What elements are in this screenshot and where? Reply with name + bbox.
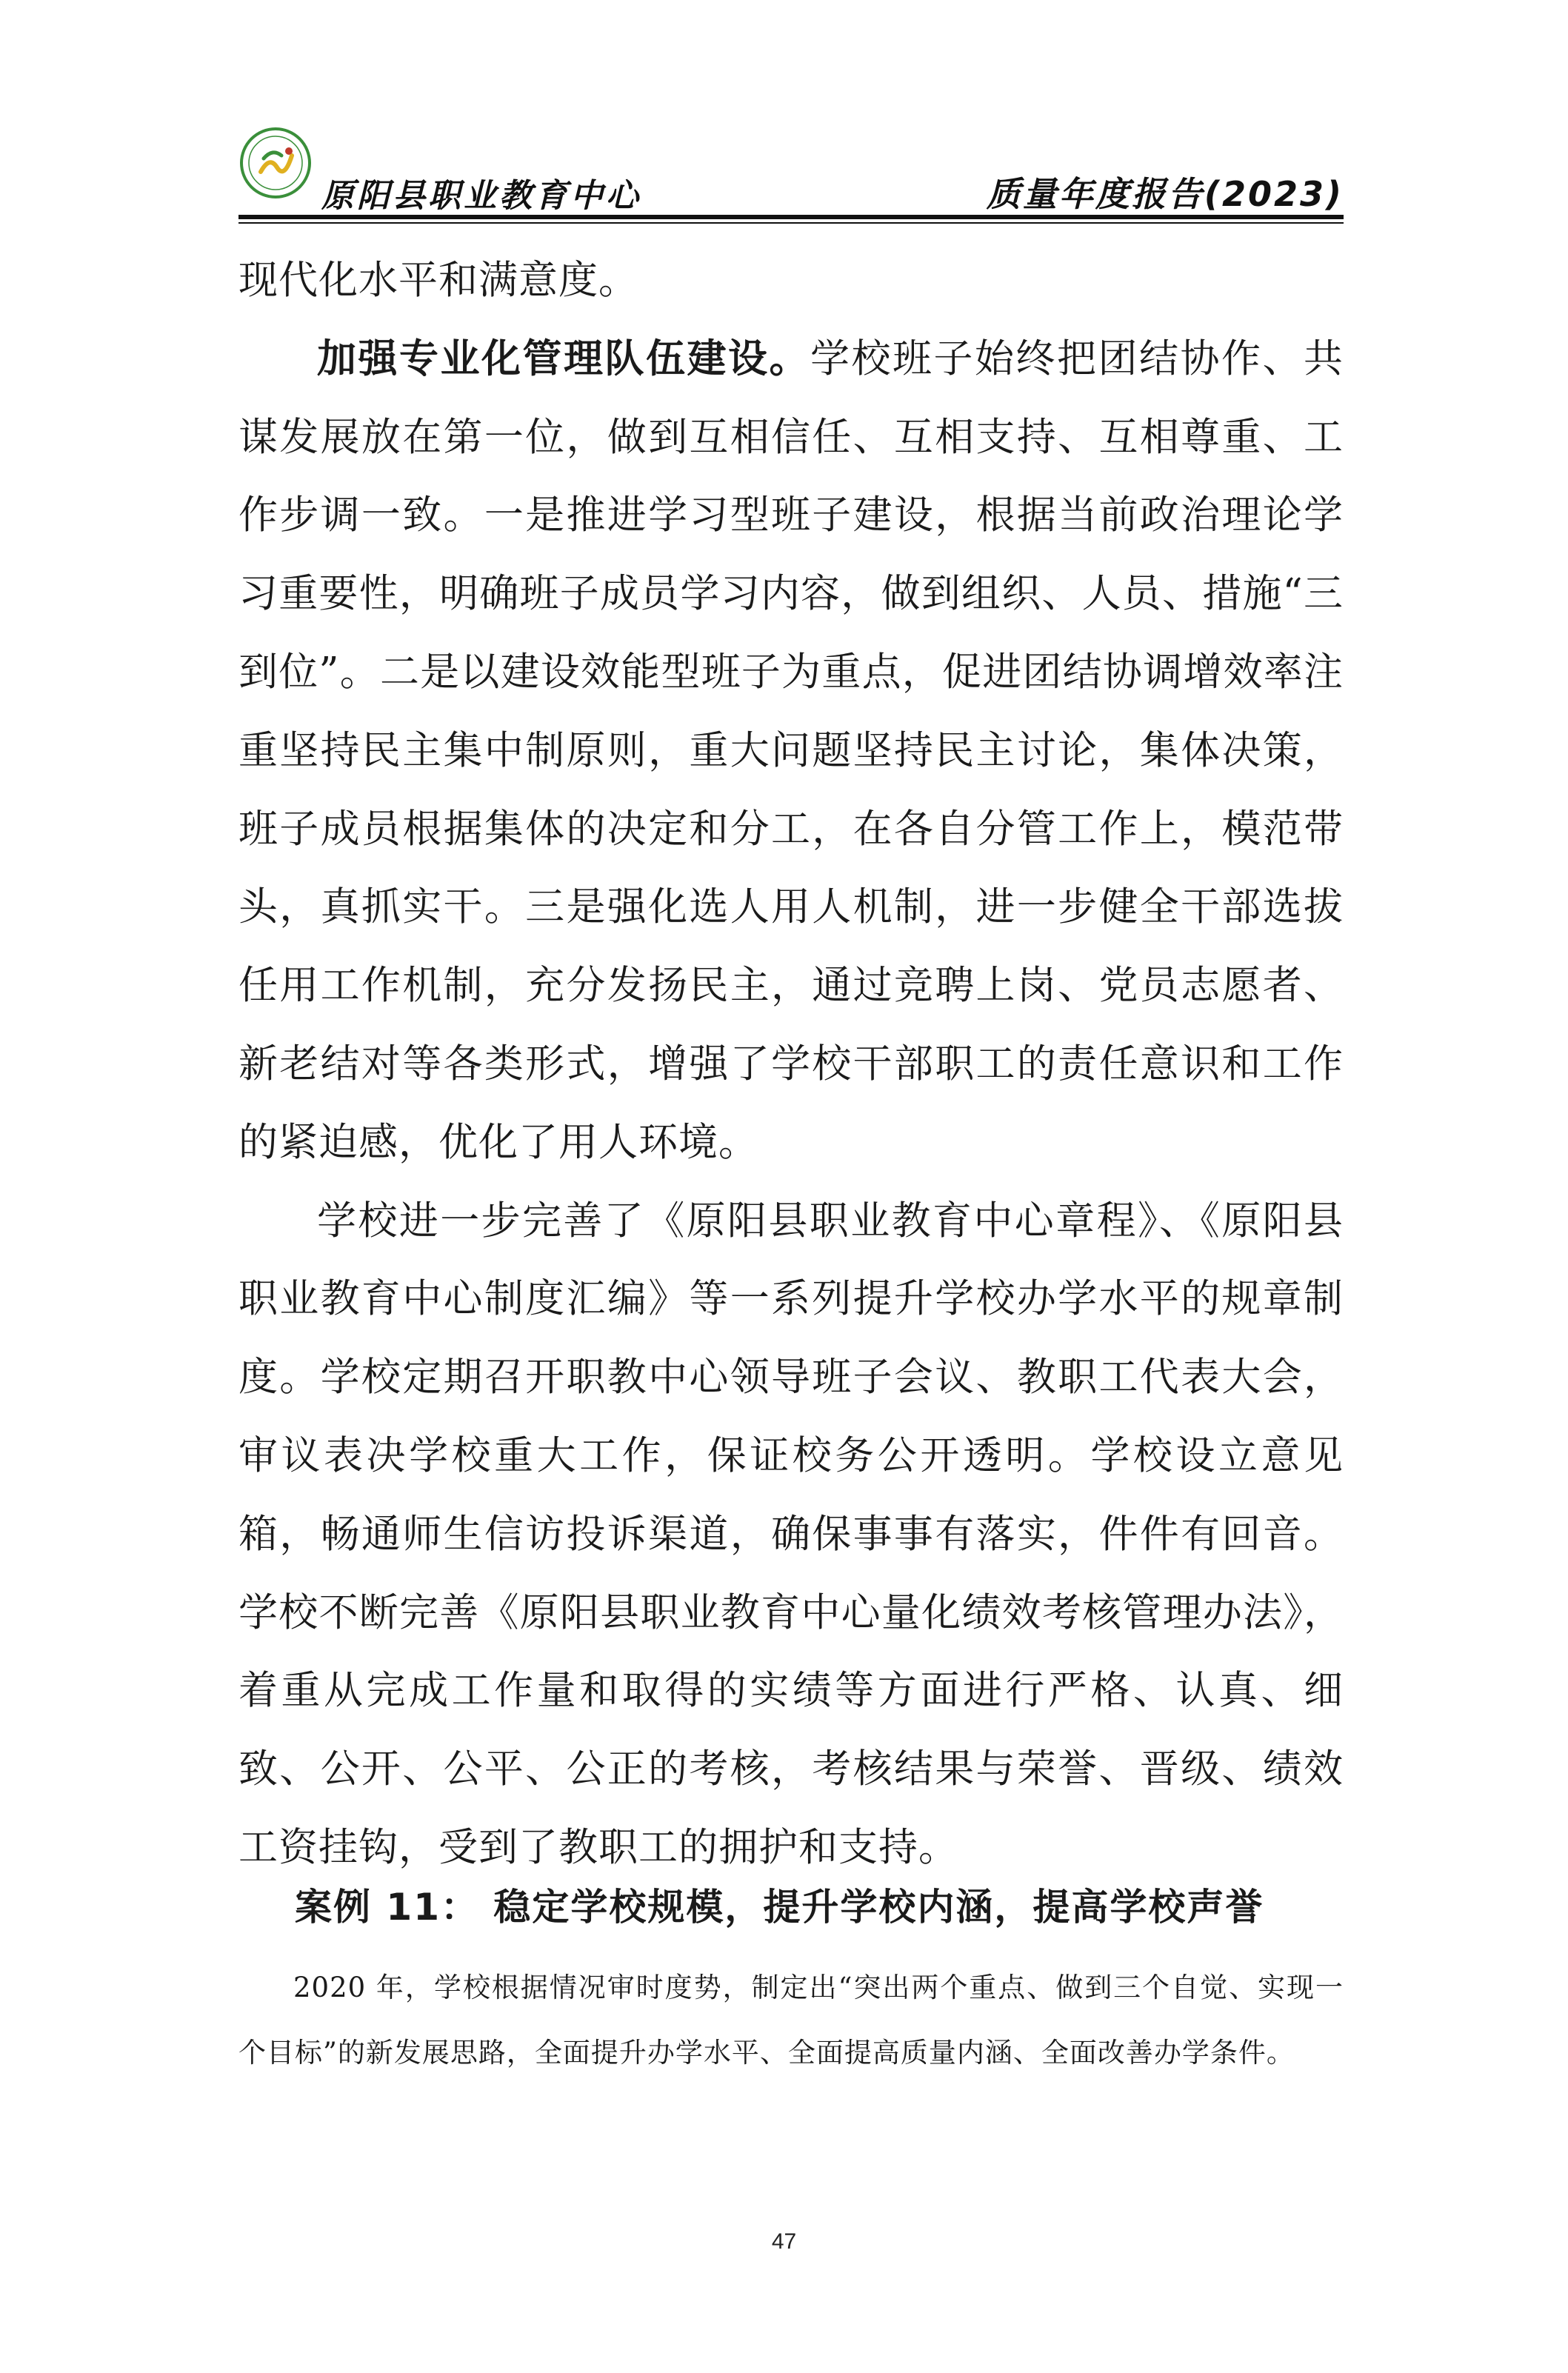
case-paragraph: 2020 年，学校根据情况审时度势，制定出“突出两个重点、做到三个自觉、实现一个目标”的新发展思路，全面提升办学水平、全面提高质量内涵、全面改善办学条件。 xyxy=(238,1972,1344,2069)
page-header xyxy=(238,111,1344,222)
header-divider xyxy=(238,215,1344,219)
main-content xyxy=(238,241,1344,1887)
paragraph-continuation: 现代化水平和满意度。 xyxy=(238,258,638,303)
paragraph-lead-heading: 加强专业化管理队伍建设。 xyxy=(317,336,810,381)
header-divider-thin xyxy=(238,222,1344,224)
paragraph-body: 学校班子始终把团结协作、共谋发展放在第一位，做到互相信任、互相支持、互相尊重、工作步调一致。一是推进学习型班子建设，根据当前政治理论学习重要性，明确班子成员学习内容，做到组织、人员、措施“三到位”。二是以建设效能型班子为重点，促进团结协调增效率注重坚持民主集中制原则，重大问题坚持民主讨论，集体决策，班子成员根据集体的决定和分工，在各自分管工作上，模范带头，真抓实干。三是强化选人用人机制，进一步健全干部选拔任用工作机制，充分发扬民主，通过竞聘上岗、党员志愿者、新老结对等各类形式，增强了学校干部职工的责任意识和工作的紧迫感，优化了用人环境。 xyxy=(238,336,1344,1165)
case-title: 案例 11： 稳定学校规模，提升学校内涵，提高学校声誉 xyxy=(295,1886,1264,1929)
paragraph-management-team xyxy=(238,320,1344,1182)
page-number: 47 xyxy=(771,2229,797,2254)
header-school-name: 原阳县职业教育中心 xyxy=(321,177,641,215)
case-body xyxy=(238,1955,1344,2086)
school-logo-icon xyxy=(238,126,313,200)
header-report-title: 质量年度报告(2023) xyxy=(986,174,1344,214)
paragraph-regulations: 学校进一步完善了《原阳县职业教育中心章程》、《原阳县职业教育中心制度汇编》等一系列提升学校办学水平的规章制度。学校定期召开职教中心领导班子会议、教职工代表大会，审议表决学校重大工作，保证校务公开透明。学校设立意见箱，畅通师生信访投诉渠道，确保事事有落实，件件有回音。学校不断完善《原阳县职业教育中心量化绩效考核管理办法》，着重从完成工作量和取得的实绩等方面进行严格、认真、细致、公开、公平、公正的考核，考核结果与荣誉、晋级、绩效工资挂钩，受到了教职工的拥护和支持。 xyxy=(238,1198,1344,1870)
